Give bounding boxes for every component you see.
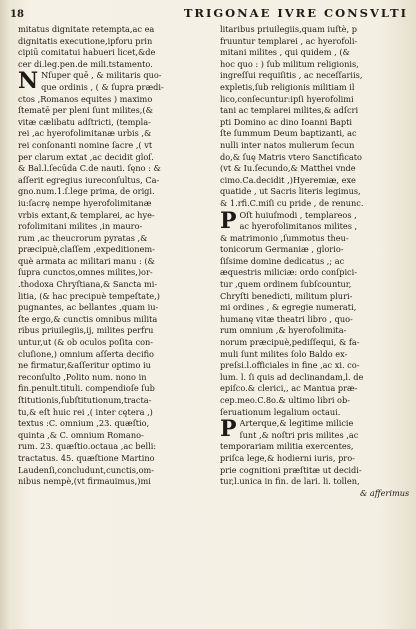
right-second-line: temporariam militia exercentes, <box>220 441 354 452</box>
left-line: ribus priuilegiis,ij, milites perfru <box>18 325 154 336</box>
right-first-line: preſsi.l.officiales in fine ,ac xi. co- <box>220 360 360 371</box>
running-title: TRIGONAE IVRE CONSVLTI <box>183 6 408 20</box>
right-first-line: ſiſsime domine dedicatus ,; ac <box>220 255 345 266</box>
left-line: præcipuè,claſſem ,expeditionem- <box>18 244 155 255</box>
right-first-line: epiſco.& clerici,, ac Mantua præ- <box>220 383 358 394</box>
text-line: nulli inter natos mulierum ſecun <box>220 139 355 150</box>
left-line: fin.penult.tituli. compendioſe ſub <box>18 383 155 394</box>
text-line: (vt & Iu.ſecundo,& Matthei vnde <box>220 163 356 174</box>
right-second-line: prie cognitioni præſtitæ ut decidi- <box>220 464 362 475</box>
left-line: vitæ cælibatu adſtricti, (templa- <box>18 116 151 127</box>
left-line: ctos ,Romanos equites ) maximo <box>18 93 153 104</box>
text-line: hoc quo : ) ſub militum religionis, <box>220 58 359 69</box>
left-line: ne firmatur,&aſſeritur optimo iu <box>18 360 151 371</box>
right-first-line: muli ſunt milites ſolo Baldo ex- <box>220 348 348 359</box>
right-first-line: & matrimonio ,ſummotus theu- <box>220 232 349 243</box>
right-first-line: ſeruationum legalium octaui. <box>220 406 341 417</box>
left-line: iu:ſacrę nempe hyerofolimitanæ <box>18 197 152 208</box>
left-line: rei ,ac hyerofolimitanæ urbis ,& <box>18 128 152 139</box>
left-line: ſupra cunctos,omnes milites,)or- <box>18 267 153 278</box>
right-first-line: æquestris miliciæ: ordo conſpici- <box>220 267 358 278</box>
text-line: cer di.leg.pen.de mili.tstamento. <box>18 58 153 69</box>
right-first-line: tur ,quem ordinem ſubſcountur, <box>220 279 352 290</box>
drop-capital: P <box>220 416 237 443</box>
right-first-line: norum præcipuè,pediſſequi, & fa- <box>220 337 360 348</box>
text-line: ſte ſummum Deum baptizanti, ac <box>220 128 357 139</box>
left-line: rei conſonanti nomine ſacre ,( vt <box>18 139 153 150</box>
left-line: rum ,ac theucrorum pyratas ,& <box>18 232 148 243</box>
left-line: Laudenſi,concludunt,cunctis,om- <box>18 464 155 475</box>
right-second-line: ſunt ,& noſtri pris milites ,ac <box>239 429 359 440</box>
right-second-paragraph <box>220 418 410 488</box>
text-line: do,& ſuę Matris vtero Sanctificato <box>220 151 362 162</box>
text-line: mitatus dignitate retempta,ac ea <box>18 24 155 34</box>
left-line: cluſione,) omnium aſſerta decifio <box>18 348 154 359</box>
page-header <box>10 6 408 24</box>
right-second-line: priſca lege,& hodierni iuris, pro- <box>220 452 355 463</box>
left-paragraph <box>18 70 208 487</box>
text-line: cimo.Ca.decidit ,)Hyeremiæ, exe <box>220 174 356 185</box>
page-number: 18 <box>10 9 24 20</box>
left-line: Nſuper quē , & militaris quo- <box>41 70 162 81</box>
text-line: ingreſſui requiſitis , ac neceſſariis, <box>220 70 363 81</box>
left-line: gno.num.1.ſ.lege prima, de origi. <box>18 186 155 197</box>
left-line: rum. 23. quæſtio.octaua ,ac belli: <box>18 441 157 452</box>
left-line: ſtitutionis,ſubſtitutionum,tracta- <box>18 395 152 405</box>
left-line: ſtematē per pleni ſunt milites,(& <box>18 105 153 116</box>
text-line: litaribus priuilegiis,quam iuſtè, p <box>220 24 357 34</box>
text-line: cipiū comitatui habueri licet,&de <box>18 47 156 58</box>
text-line: pti Domino ac dino Ioanni Bapti <box>220 116 353 127</box>
text-line: mitani milites , qui quidem , (& <box>220 47 350 58</box>
right-second-line: Arterque,& legitime milicie <box>239 418 354 429</box>
right-first-line: Chryſti benedicti, militum pluri- <box>220 290 353 301</box>
left-line: .thodoxa Chryſtiana,& Sancta mi- <box>18 279 158 290</box>
drop-capital: P <box>220 207 237 234</box>
left-line: què armata ac militari manu : (& <box>18 255 155 266</box>
left-line: per clarum extat ,ac decidit gloſ. <box>18 151 154 162</box>
left-line: ſte ergo,& cunctis omnibus milita <box>18 313 158 324</box>
text-columns <box>18 24 410 499</box>
text-line: quatide , ut Sacris literis legimus, <box>220 186 361 197</box>
left-line: quinta ,& C. omnium Romano- <box>18 429 144 440</box>
text-line: fruuntur templarei , ac hyerofoli- <box>220 35 358 46</box>
drop-capital: N <box>18 68 39 95</box>
left-column <box>18 24 208 499</box>
left-line: reconſulto ,Polito num. nono in <box>18 371 147 382</box>
right-first-line: tonicorum Germaniæ , glorio- <box>220 244 344 255</box>
closing-words: & afferimus <box>360 487 410 498</box>
left-line: textus :C. omnium ,23. quæſtio, <box>18 418 150 429</box>
left-line: que ordinis , ( & ſupra prædi- <box>41 81 164 92</box>
left-line: tu,& eſt huic rei ,( inter cętera ,) <box>18 406 153 417</box>
text-line: tani ac templarei milites,& adſcri <box>220 105 359 116</box>
left-line: untur,ut (& ob oculos poſita con- <box>18 337 154 348</box>
right-first-line: humanę vitæ theatri libro , quo- <box>220 313 353 324</box>
left-line: tractatus. 45. quæſtione Martino <box>18 452 155 463</box>
left-line: nibus nempè,(vt firmauimus,)mi <box>18 476 151 487</box>
right-first-line: Oſt huiuſmodi , templareos , <box>239 209 357 220</box>
right-first-line: lum. l. ſi quis ad declinandam,l. de <box>220 371 364 382</box>
right-first-line: rum omnium ,& hyerofolimita- <box>220 325 347 336</box>
left-line: rofolimitani milites ,in mauro- <box>18 221 143 232</box>
right-column <box>220 24 410 499</box>
left-line: vrbis extant,& templarei, ac hye- <box>18 209 155 220</box>
right-first-line: cep.meo.C.8o.& ultimo libri ob- <box>220 395 350 405</box>
left-line: litia, (& hac precipuè tempeſtate,) <box>18 290 160 301</box>
right-second-line: tur,l.unica in fin. de lari. li. tollen, <box>220 476 360 487</box>
text-line: & 1.rfi.C.miſi cu pride , de renunc. <box>220 197 364 208</box>
text-line: dignitatis executione,ipforu prin <box>18 35 153 46</box>
right-first-paragraph <box>220 207 410 419</box>
left-line: pugnantes, ac bellantes ,quam iu- <box>18 302 159 313</box>
text-line: lico,conſecuntur:ipſi hyerofolimi <box>220 93 354 104</box>
right-first-line: mi ordines , & egregie numerati, <box>220 302 357 313</box>
right-first-line: ac hyerofolimitanos milites , <box>239 221 358 232</box>
left-line: aſſerit egregius iureconſultus, Ca- <box>18 174 160 185</box>
left-line: & Bal.l.ſecūda C.de nauti. ſęno : & <box>18 163 161 174</box>
text-line: expletis,ſub religionis militiam il <box>220 81 355 92</box>
